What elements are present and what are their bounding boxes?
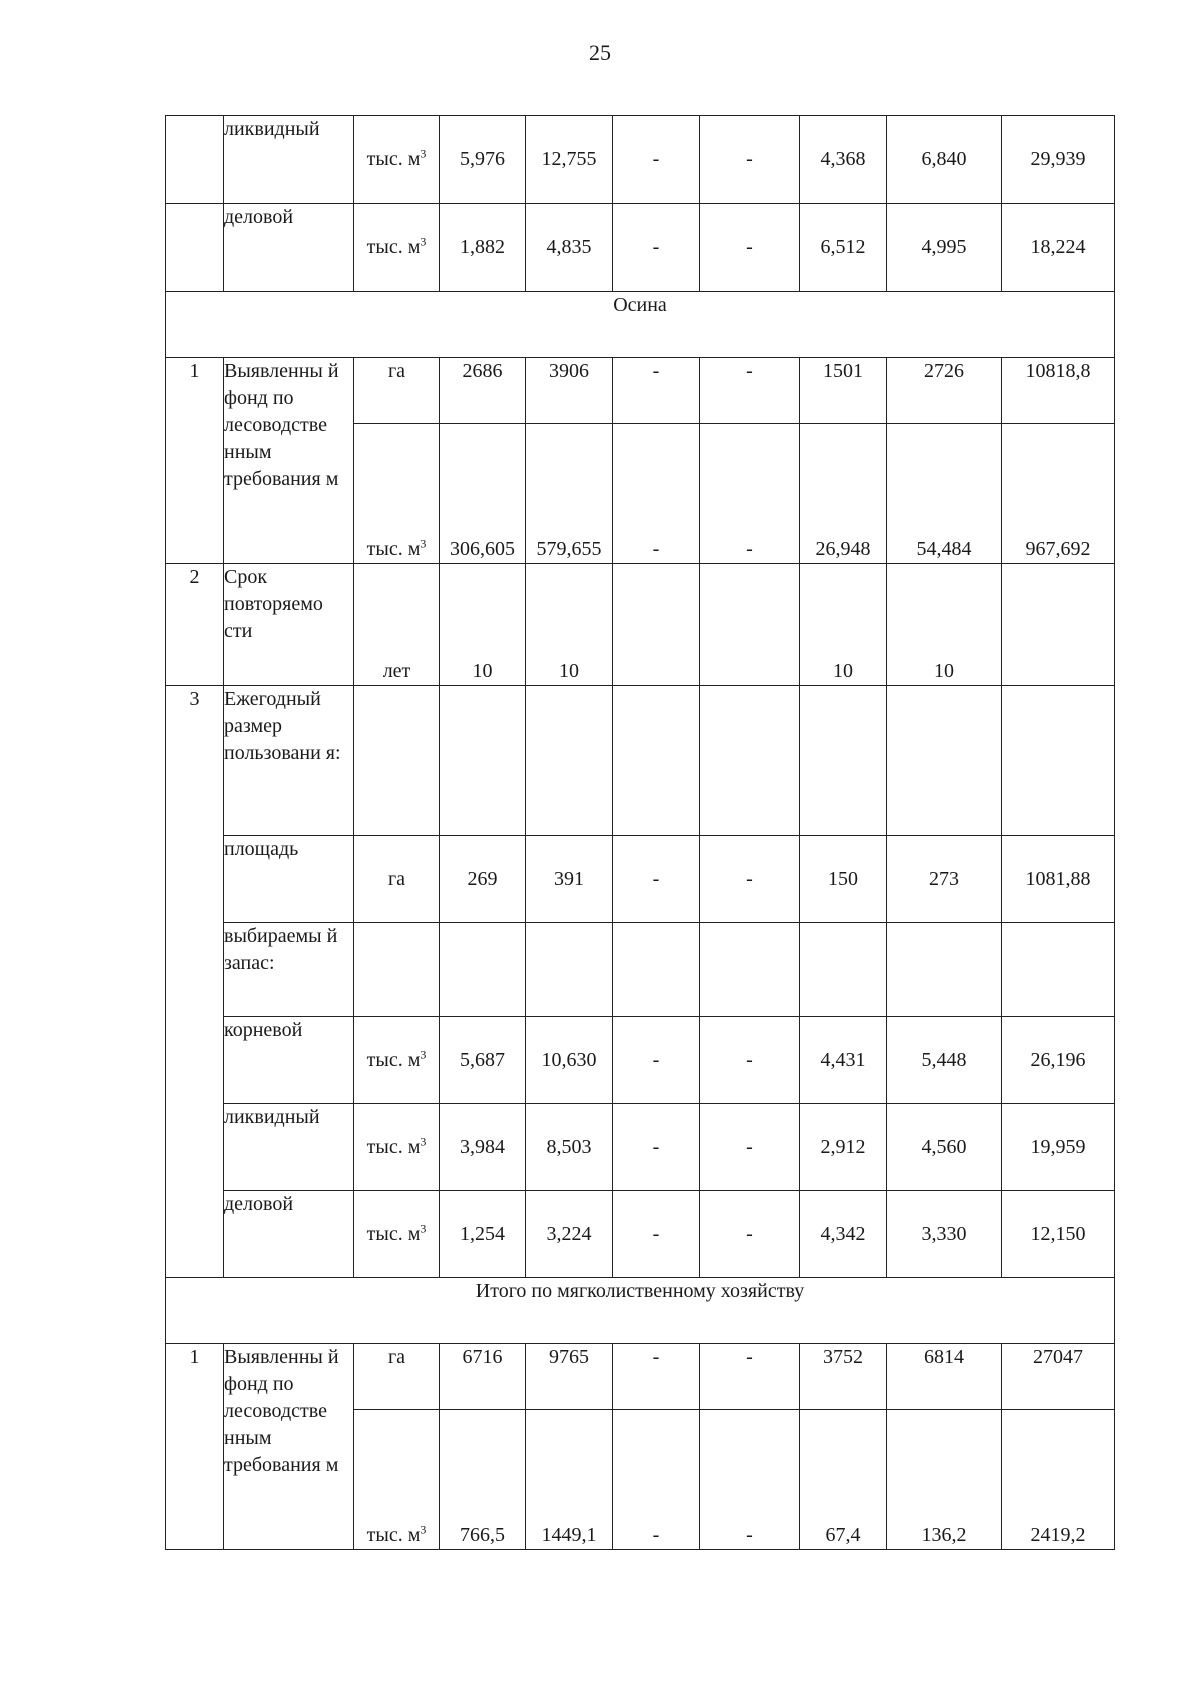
value-cell: [1002, 564, 1115, 686]
table-row: [166, 1104, 1115, 1191]
value-cell: 10: [887, 564, 1002, 686]
unit-cell: тыс. $м^3$: [354, 1104, 440, 1191]
row-name: площадь: [224, 836, 354, 923]
value-cell: 12,755: [526, 116, 613, 204]
value-cell: 6814: [887, 1344, 1002, 1410]
value-cell: 4,368: [800, 116, 887, 204]
section-header-row: [166, 1278, 1115, 1344]
section-title-osina: Осина: [166, 292, 1115, 358]
row-name: корневой: [224, 1017, 354, 1104]
value-cell: 29,939: [1002, 116, 1115, 204]
value-cell: -: [613, 204, 700, 292]
unit-cell: га: [354, 836, 440, 923]
value-cell: [526, 923, 613, 1017]
number-cell: [166, 204, 224, 292]
value-cell: [800, 686, 887, 836]
value-cell: 9765: [526, 1344, 613, 1410]
value-cell: -: [613, 424, 700, 564]
value-cell: -: [613, 1104, 700, 1191]
table-row: [166, 923, 1115, 1017]
value-cell: 5,976: [440, 116, 526, 204]
item-number: 1: [166, 358, 224, 564]
value-cell: [700, 686, 800, 836]
value-cell: 273: [887, 836, 1002, 923]
value-cell: 1449,1: [526, 1410, 613, 1550]
value-cell: 1,882: [440, 204, 526, 292]
row-name: выбираемы й запас:: [224, 923, 354, 1017]
value-cell: 10818,8: [1002, 358, 1115, 424]
value-cell: 136,2: [887, 1410, 1002, 1550]
item-number: 3: [166, 686, 224, 1278]
table-row: [166, 1344, 1115, 1410]
value-cell: [613, 923, 700, 1017]
unit-cell: тыс. $м^3$: [354, 424, 440, 564]
value-cell: [526, 686, 613, 836]
value-cell: 2726: [887, 358, 1002, 424]
unit-cell: [354, 686, 440, 836]
value-cell: 12,150: [1002, 1191, 1115, 1278]
value-cell: 2686: [440, 358, 526, 424]
value-cell: 18,224: [1002, 204, 1115, 292]
item-number: 2: [166, 564, 224, 686]
value-cell: [1002, 686, 1115, 836]
value-cell: -: [700, 116, 800, 204]
value-cell: 3,984: [440, 1104, 526, 1191]
value-cell: -: [700, 424, 800, 564]
forest-use-table: [165, 115, 1115, 1550]
unit-cell: тыс. $м^3$: [354, 116, 440, 204]
value-cell: -: [700, 358, 800, 424]
value-cell: [700, 923, 800, 1017]
value-cell: -: [700, 1017, 800, 1104]
unit-cell: тыс. $м^3$: [354, 1191, 440, 1278]
value-cell: 967,692: [1002, 424, 1115, 564]
value-cell: 579,655: [526, 424, 613, 564]
row-name: ликвидный: [224, 1104, 354, 1191]
value-cell: 10: [526, 564, 613, 686]
value-cell: 2,912: [800, 1104, 887, 1191]
table-row: [166, 1191, 1115, 1278]
row-name: деловой: [224, 204, 354, 292]
value-cell: [440, 686, 526, 836]
unit-cell: га: [354, 1344, 440, 1410]
value-cell: 26,196: [1002, 1017, 1115, 1104]
value-cell: 306,605: [440, 424, 526, 564]
value-cell: 3,330: [887, 1191, 1002, 1278]
item-name: Выявленны й фонд по лесоводстве нным требования м: [224, 1344, 354, 1550]
value-cell: -: [613, 836, 700, 923]
value-cell: 10: [440, 564, 526, 686]
unit-cell: тыс. $м^3$: [354, 204, 440, 292]
value-cell: 8,503: [526, 1104, 613, 1191]
value-cell: 3906: [526, 358, 613, 424]
value-cell: 4,995: [887, 204, 1002, 292]
row-name: деловой: [224, 1191, 354, 1278]
number-cell: [166, 116, 224, 204]
value-cell: 10,630: [526, 1017, 613, 1104]
value-cell: -: [700, 1191, 800, 1278]
value-cell: -: [613, 1410, 700, 1550]
section-title-total: Итого по мягколиственному хозяйству: [166, 1278, 1115, 1344]
value-cell: 6,512: [800, 204, 887, 292]
value-cell: 6,840: [887, 116, 1002, 204]
unit-cell: тыс. $м^3$: [354, 1017, 440, 1104]
section-header-row: [166, 292, 1115, 358]
value-cell: [800, 923, 887, 1017]
value-cell: [1002, 923, 1115, 1017]
value-cell: 4,431: [800, 1017, 887, 1104]
value-cell: 1,254: [440, 1191, 526, 1278]
value-cell: 766,5: [440, 1410, 526, 1550]
value-cell: -: [700, 1410, 800, 1550]
value-cell: 150: [800, 836, 887, 923]
value-cell: 3752: [800, 1344, 887, 1410]
value-cell: -: [613, 116, 700, 204]
table-row: [166, 564, 1115, 686]
value-cell: [887, 923, 1002, 1017]
value-cell: 10: [800, 564, 887, 686]
value-cell: 26,948: [800, 424, 887, 564]
table-row: [166, 1017, 1115, 1104]
value-cell: [440, 923, 526, 1017]
table-row: [166, 116, 1115, 204]
value-cell: -: [700, 836, 800, 923]
value-cell: 5,687: [440, 1017, 526, 1104]
table-row: [166, 836, 1115, 923]
value-cell: [700, 564, 800, 686]
item-number: 1: [166, 1344, 224, 1550]
value-cell: -: [700, 1104, 800, 1191]
value-cell: 54,484: [887, 424, 1002, 564]
value-cell: [613, 686, 700, 836]
unit-cell: [354, 923, 440, 1017]
table-row: [166, 358, 1115, 424]
table-row: [166, 204, 1115, 292]
value-cell: 391: [526, 836, 613, 923]
value-cell: -: [700, 204, 800, 292]
value-cell: -: [613, 1017, 700, 1104]
unit-cell: тыс. $м^3$: [354, 1410, 440, 1550]
value-cell: 27047: [1002, 1344, 1115, 1410]
value-cell: [887, 686, 1002, 836]
value-cell: 19,959: [1002, 1104, 1115, 1191]
value-cell: [613, 564, 700, 686]
item-name: Срок повторяемо сти: [224, 564, 354, 686]
item-name: Выявленны й фонд по лесоводстве нным требования м: [224, 358, 354, 564]
value-cell: 2419,2: [1002, 1410, 1115, 1550]
value-cell: 4,835: [526, 204, 613, 292]
item-name: Ежегодный размер пользовани я:: [224, 686, 354, 836]
value-cell: 6716: [440, 1344, 526, 1410]
unit-cell: га: [354, 358, 440, 424]
value-cell: -: [613, 1191, 700, 1278]
unit-cell: лет: [354, 564, 440, 686]
value-cell: 5,448: [887, 1017, 1002, 1104]
value-cell: 1081,88: [1002, 836, 1115, 923]
value-cell: 4,342: [800, 1191, 887, 1278]
table-row: [166, 686, 1115, 836]
row-name: ликвидный: [224, 116, 354, 204]
page-number: 25: [589, 40, 611, 65]
value-cell: -: [613, 358, 700, 424]
value-cell: 4,560: [887, 1104, 1002, 1191]
value-cell: 67,4: [800, 1410, 887, 1550]
value-cell: 3,224: [526, 1191, 613, 1278]
value-cell: -: [613, 1344, 700, 1410]
value-cell: 269: [440, 836, 526, 923]
value-cell: -: [700, 1344, 800, 1410]
value-cell: 1501: [800, 358, 887, 424]
